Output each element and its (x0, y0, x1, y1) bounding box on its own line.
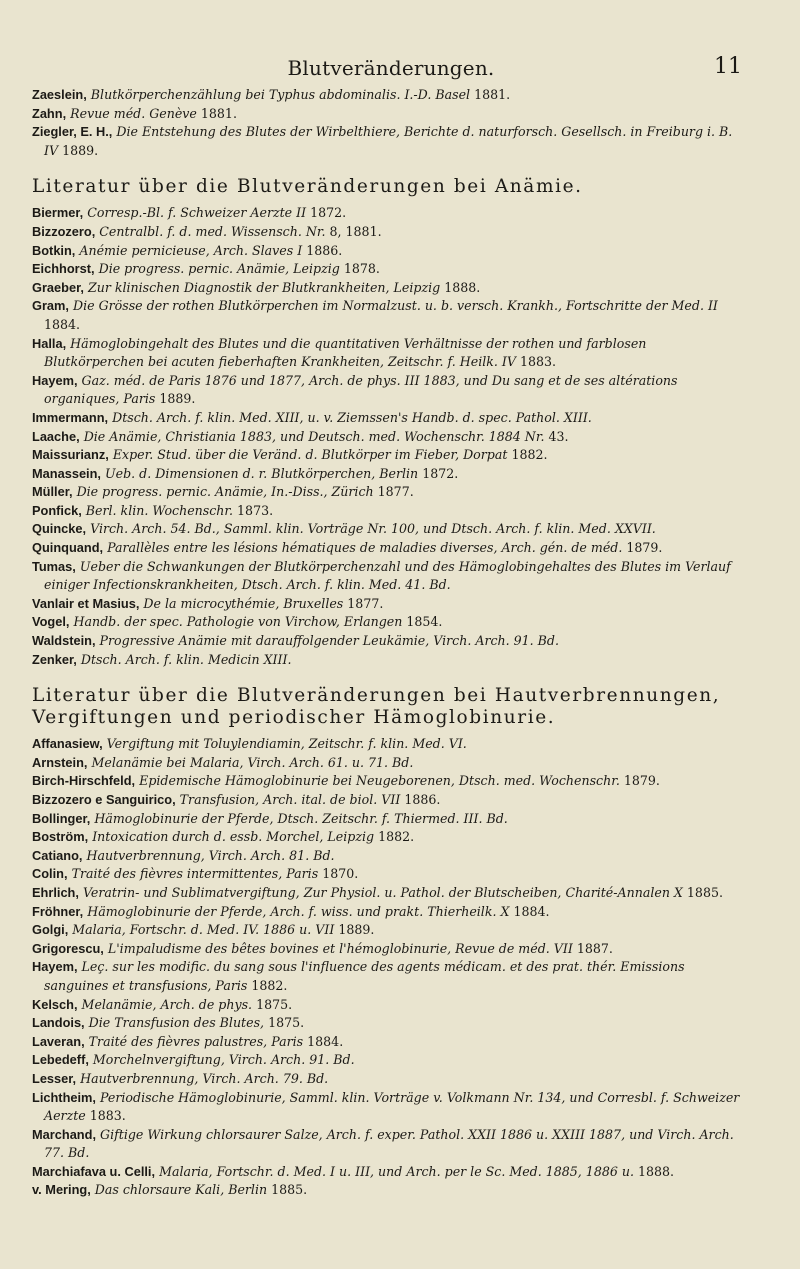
reference-author: Halla, (32, 335, 67, 351)
reference-title: Hautverbrennung, Virch. Arch. 81. Bd. (86, 847, 335, 863)
reference-year: 1883. (520, 354, 557, 370)
burns-poisoning-bibliography-list (32, 735, 750, 1200)
reference-entry (32, 428, 750, 447)
reference-entry (32, 903, 750, 922)
page-number: 11 (714, 54, 742, 79)
reference-year: 8, 1881. (329, 223, 382, 239)
reference-year: 1883. (89, 1108, 126, 1124)
reference-title: Zur klinischen Diagnostik der Blutkrankheiten, Leipzig (87, 279, 441, 295)
page-header (32, 0, 750, 86)
reference-author: Landois, (32, 1015, 85, 1031)
reference-entry (32, 940, 750, 959)
reference-entry (32, 958, 750, 995)
reference-entry (32, 1126, 750, 1163)
reference-entry (32, 828, 750, 847)
reference-title: Malaria, Fortschr. d. Med. IV. 1886 u. VII (72, 922, 335, 938)
reference-title: Transfusion, Arch. ital. de biol. VII (179, 792, 401, 807)
reference-author: Bollinger, (32, 810, 91, 826)
reference-title: Ueb. d. Dimensionen d. r. Blutkörperchen, Berlin (105, 465, 419, 481)
reference-entry (32, 279, 750, 298)
reference-author: Tumas, (32, 558, 76, 574)
reference-author: Golgi, (32, 922, 69, 938)
reference-author: Gram, (32, 298, 69, 314)
reference-entry (32, 847, 750, 866)
reference-author: Marchiafava u. Celli, (32, 1163, 156, 1179)
reference-year: 1872. (310, 205, 347, 221)
reference-entry (32, 465, 750, 484)
reference-year: 43. (548, 428, 569, 444)
reference-year: 1885. (686, 884, 723, 900)
anaemia-bibliography-list (32, 204, 750, 669)
reference-entry (32, 865, 750, 884)
reference-author: Kelsch, (32, 996, 78, 1012)
reference-year: 1882. (511, 447, 548, 463)
reference-entry (32, 1033, 750, 1052)
reference-title: Die Entstehung des Blutes der Wirbelthiere, Berichte d. naturforsch. Gesellsch. in Freiburg i. B. IV (44, 124, 733, 158)
reference-entry (32, 1181, 750, 1200)
reference-title: Giftige Wirkung chlorsaurer Salze, Arch. f. exper. Pathol. XXII 1886 u. XXIII 1887, und Virch. Arch. 77. Bd. (44, 1126, 734, 1161)
reference-year: 1889. (62, 142, 99, 158)
reference-title: Anémie pernicieuse, Arch. Slaves I (79, 242, 303, 258)
reference-author: Fröhner, (32, 903, 84, 919)
reference-title: Intoxication durch d. essb. Morchel, Leipzig (92, 829, 375, 845)
reference-author: Zaeslein, (32, 87, 87, 102)
reference-title: Traité des fièvres palustres, Paris (88, 1033, 304, 1049)
reference-year: 1854. (406, 614, 443, 630)
reference-author: Vogel, (32, 614, 70, 630)
reference-title: Vergiftung mit Toluylendiamin, Zeitschr. f. klin. Med. VI. (106, 736, 467, 752)
reference-entry (32, 1163, 750, 1182)
reference-title: Die progress. pernic. Anämie, Leipzig (98, 261, 340, 277)
reference-year: 1888. (638, 1163, 675, 1179)
reference-entry (32, 735, 750, 754)
reference-author: Zenker, (32, 651, 77, 667)
reference-author: Laveran, (32, 1033, 85, 1049)
reference-title: Gaz. méd. de Paris 1876 und 1877, Arch. de phys. III 1883, und Du sang et de ses altérations organiques, Paris (44, 372, 678, 407)
reference-entry (32, 409, 750, 428)
reference-year: 1881. (200, 105, 237, 121)
reference-title: Traité des fièvres intermittentes, Paris (71, 866, 319, 882)
reference-title: Exper. Stud. über die Veränd. d. Blutkörper im Fieber, Dorpat (112, 447, 508, 463)
section-heading-burns-poisoning: Literatur über die Blutveränderungen bei Hautverbrennungen, Vergiftungen und periodischer Hämoglobinurie. (32, 685, 721, 729)
reference-year: 1884. (513, 903, 550, 919)
reference-year: 1887. (576, 940, 613, 956)
reference-author: Lesser, (32, 1070, 77, 1086)
reference-entry (32, 1070, 750, 1089)
reference-year: 1875. (256, 996, 293, 1012)
reference-entry (32, 242, 750, 261)
reference-year: 1877. (377, 484, 414, 500)
reference-author: Birch-Hirschfeld, (32, 773, 136, 789)
reference-title: Melanämie, Arch. de phys. (81, 996, 253, 1012)
reference-author: Ehrlich, (32, 884, 79, 900)
reference-title: L'impaludisme des bêtes bovines et l'hémoglobinurie, Revue de méd. VII (107, 940, 573, 956)
reference-author: Biermer, (32, 205, 84, 221)
reference-author: Lichtheim, (32, 1089, 96, 1105)
reference-entry (32, 558, 750, 595)
reference-year: 1889. (338, 922, 375, 938)
reference-title: Epidemische Hämoglobinurie bei Neugeborenen, Dtsch. med. Wochenschr. (139, 773, 620, 789)
reference-title: Virch. Arch. 54. Bd., Samml. klin. Vorträge Nr. 100, und Dtsch. Arch. f. klin. Med. XXVII. (90, 521, 656, 537)
reference-entry (32, 483, 750, 502)
reference-year: 1879. (623, 773, 660, 789)
reference-entry (32, 297, 750, 334)
reference-title: Berl. klin. Wochenschr. (85, 502, 234, 518)
reference-title: Die Transfusion des Blutes, (88, 1015, 265, 1031)
reference-author: v. Mering, (32, 1182, 91, 1198)
reference-author: Arnstein, (32, 754, 88, 770)
reference-entry (32, 1089, 750, 1126)
reference-title: Parallèles entre les lésions hématiques de maladies diverses, Arch. gén. de méd. (107, 540, 623, 556)
reference-author: Hayem, (32, 959, 78, 975)
reference-title: Das chlorsaure Kali, Berlin (94, 1182, 268, 1198)
reference-entry (32, 502, 750, 521)
reference-author: Colin, (32, 866, 68, 882)
reference-year: 1886. (404, 792, 441, 807)
reference-entry (32, 372, 750, 409)
reference-entry (32, 921, 750, 940)
reference-author: Grigorescu, (32, 940, 104, 956)
reference-entry (32, 772, 750, 791)
reference-year: 1879. (626, 540, 663, 556)
reference-title: Progressive Anämie mit darauffolgender Leukämie, Virch. Arch. 91. Bd. (99, 633, 559, 649)
reference-year: 1877. (347, 595, 384, 611)
reference-entry (32, 204, 750, 223)
reference-year: 1885. (271, 1182, 308, 1198)
reference-title: Hämoglobinurie der Pferde, Arch. f. wiss. und prakt. Thierheilk. X (87, 903, 510, 919)
reference-title: Dtsch. Arch. f. klin. Medicin XIII. (80, 651, 292, 667)
reference-entry (32, 996, 750, 1015)
reference-year: 1870. (322, 866, 359, 882)
reference-author: Maissurianz, (32, 447, 109, 463)
reference-title: Hautverbrennung, Virch. Arch. 79. Bd. (80, 1070, 329, 1086)
reference-title: Morchelnvergiftung, Virch. Arch. 91. Bd. (92, 1052, 355, 1068)
reference-author: Quincke, (32, 521, 87, 537)
reference-title: Hämoglobinurie der Pferde, Dtsch. Zeitschr. f. Thiermed. III. Bd. (94, 810, 508, 826)
reference-author: Immermann, (32, 409, 109, 425)
reference-entry (32, 335, 750, 372)
reference-author: Laache, (32, 428, 80, 444)
reference-title: Dtsch. Arch. f. klin. Med. XIII, u. v. Ziemssen's Handb. d. spec. Pathol. XIII. (112, 409, 592, 425)
reference-year: 1886. (306, 242, 343, 258)
reference-entry (32, 520, 750, 539)
reference-author: Eichhorst, (32, 261, 95, 277)
reference-title: Veratrin- und Sublimatvergiftung, Zur Physiol. u. Pathol. der Blutscheiben, Charité-Annalen X (82, 884, 683, 900)
reference-title: Die Anämie, Christiania 1883, und Deutsch. med. Wochenschr. 1884 Nr. (83, 428, 545, 444)
reference-author: Marchand, (32, 1126, 96, 1142)
reference-author: Bizzozero, (32, 223, 96, 239)
reference-year: 1889. (159, 391, 196, 407)
reference-year: 1875. (268, 1015, 305, 1031)
reference-entry (32, 754, 750, 773)
reference-author: Affanasiew, (32, 736, 103, 752)
reference-year: 1872. (422, 465, 459, 481)
reference-entry (32, 651, 750, 670)
reference-title: Ueber die Schwankungen der Blutkörperchenzahl und des Hämoglobingehaltes des Blutes im Verlauf einiger Infectionskrankheiten, Dtsch. Arch. f. klin. Med. 41. Bd. (44, 558, 731, 593)
section-heading-anaemia: Literatur über die Blutveränderungen bei Anämie. (32, 176, 583, 198)
reference-author: Botkin, (32, 242, 76, 258)
reference-entry (32, 1014, 750, 1033)
reference-year: 1884. (44, 316, 81, 332)
reference-author: Ziegler, E. H., (32, 124, 113, 140)
reference-author: Manassein, (32, 465, 101, 481)
reference-author: Vanlair et Masius, (32, 595, 140, 611)
reference-entry (32, 105, 750, 124)
reference-title: Revue méd. Genève (70, 105, 197, 121)
reference-entry (32, 123, 750, 160)
reference-author: Müller, (32, 484, 73, 500)
reference-entry (32, 223, 750, 242)
reference-year: 1882. (251, 977, 288, 993)
reference-author: Boström, (32, 829, 89, 845)
reference-author: Graeber, (32, 279, 84, 295)
reference-author: Quinquand, (32, 540, 104, 556)
reference-entry (32, 632, 750, 651)
reference-year: 1873. (237, 502, 274, 518)
reference-entry (32, 446, 750, 465)
reference-entry (32, 595, 750, 614)
reference-year: 1882. (378, 829, 415, 845)
reference-author: Bizzozero e Sanguirico, (32, 792, 176, 807)
reference-entry (32, 539, 750, 558)
reference-title: Die Grösse der rothen Blutkörperchen im Normalzust. u. b. versch. Krankh., Fortschritte der Med. II (73, 298, 718, 314)
reference-title: Periodische Hämoglobinurie, Samml. klin. Vorträge v. Volkmann Nr. 134, und Corresbl. f. Schweizer Aerzte (44, 1089, 740, 1124)
top-bibliography-list (32, 86, 750, 160)
reference-entry (32, 613, 750, 632)
reference-title: Centralbl. f. d. med. Wissensch. Nr. (99, 223, 326, 239)
running-title: Blutveränderungen. (287, 56, 495, 80)
reference-year: 1881. (474, 87, 511, 102)
reference-author: Hayem, (32, 372, 78, 388)
reference-entry (32, 260, 750, 279)
reference-author: Zahn, (32, 105, 67, 121)
reference-entry (32, 810, 750, 829)
reference-title: Leç. sur les modific. du sang sous l'influence des agents médicam. et des prat. thér. Emissions sanguines et transfusions, Paris (44, 959, 685, 993)
reference-year: 1888. (444, 279, 481, 295)
reference-author: Ponfick, (32, 502, 82, 518)
reference-entry (32, 791, 750, 810)
reference-entry (32, 1051, 750, 1070)
reference-title: Corresp.-Bl. f. Schweizer Aerzte II (87, 205, 307, 221)
reference-title: Die progress. pernic. Anämie, In.-Diss., Zürich (76, 484, 374, 500)
reference-title: De la microcythémie, Bruxelles (143, 595, 344, 611)
reference-title: Melanämie bei Malaria, Virch. Arch. 61. u. 71. Bd. (91, 754, 414, 770)
reference-title: Handb. der spec. Pathologie von Virchow, Erlangen (73, 614, 403, 630)
reference-year: 1878. (343, 261, 380, 277)
reference-entry (32, 86, 750, 105)
reference-author: Waldstein, (32, 633, 96, 649)
reference-year: 1884. (307, 1033, 344, 1049)
reference-author: Lebedeff, (32, 1052, 89, 1068)
reference-title: Hämoglobingehalt des Blutes und die quantitativen Verhältnisse der rothen und farblosen Blutkörperchen bei acuten fieberhaften Krankheiten, Zeitschr. f. Heilk. IV (44, 335, 647, 370)
reference-title: Blutkörperchenzählung bei Typhus abdominalis. I.-D. Basel (90, 87, 471, 102)
reference-entry (32, 884, 750, 903)
reference-author: Catiano, (32, 847, 83, 863)
reference-title: Malaria, Fortschr. d. Med. I u. III, und Arch. per le Sc. Med. 1885, 1886 u. (159, 1163, 634, 1179)
